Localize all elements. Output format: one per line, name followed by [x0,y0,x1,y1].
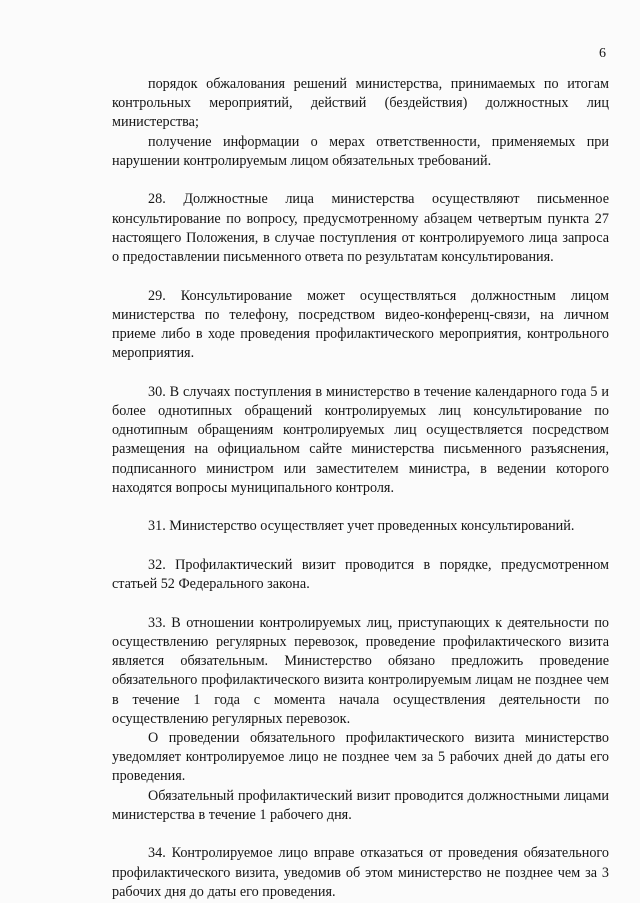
paragraph-4: 29. Консультирование может осуществляться должностным лицом министерства по телефону, посредством видео-конференц-связи, на личном приеме либо в ходе проведения профилактического мероприятия, контрольного мероприятия. [112,287,609,362]
paragraph-6: 31. Министерство осуществляет учет проведенных консультирований. [148,518,575,535]
page-number: 6 [599,46,606,61]
paragraph-9: О проведении обязательного профилактического визита министерство уведомляет контролируемое лицо не позднее чем за 5 рабочих дней до даты его проведения. [112,730,609,785]
paragraph-10: Обязательный профилактический визит проводится должностными лицами министерства в течение 1 рабочего дня. [112,787,609,823]
paragraph-8: 33. В отношении контролируемых лиц, приступающих к деятельности по осуществлению регулярных перевозок, проведение профилактического визита является обязательным. Министерство обязано предложить проведение обязательного профилактического визита контролируемым лицам не позднее чем в течение 1 года с момента начала осуществления деятельности по осуществлению регулярных перевозок. [112,614,609,727]
paragraph-1: порядок обжалования решений министерства, принимаемых по итогам контрольных мероприятий, действий (бездействия) должностных лиц министерства; [112,76,609,131]
paragraph-2: получение информации о мерах ответственности, применяемых при нарушении контролируемым лицом обязательных требований. [112,133,609,169]
paragraph-7: 32. Профилактический визит проводится в порядке, предусмотренном статьей 52 Федерального закона. [112,557,609,593]
document-body [112,75,609,902]
paragraph-5: 30. В случаях поступления в министерство в течение календарного года 5 и более однотипных обращений контролируемых лиц консультирование по однотипным обращениям контролируемых лиц осуществляется посредством размещения на официальном сайте министерства письменного разъяснения, подписанного министром или заместителем министра, в ведении которого находятся вопросы муниципального контроля. [112,383,609,496]
paragraph-3: 28. Должностные лица министерства осуществляют письменное консультирование по вопросу, предусмотренному абзацем четвертым пункта 27 настоящего Положения, в случае поступления от контролируемого лица запроса о предоставлении письменного ответа по результатам консультирования. [112,191,609,266]
paragraph-11: 34. Контролируемое лицо вправе отказаться от проведения обязательного профилактического визита, уведомив об этом министерство не позднее чем за 3 рабочих дня до даты его проведения. [112,845,609,900]
